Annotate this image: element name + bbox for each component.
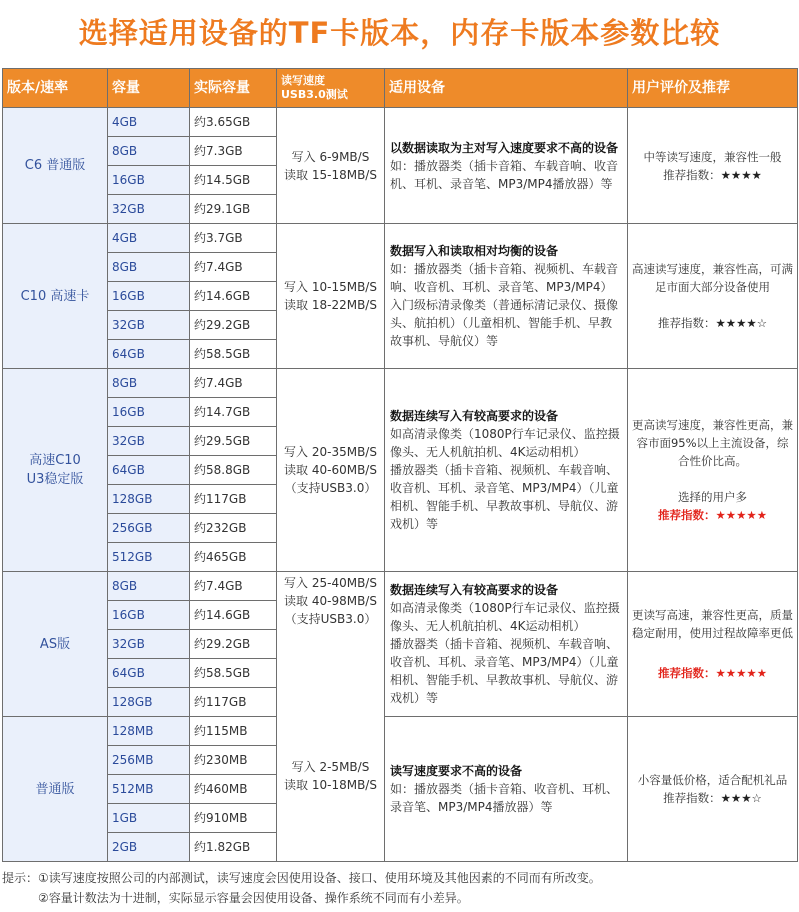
capacity-cell: 8GB bbox=[108, 137, 190, 166]
actual-capacity-cell: 约58.5GB bbox=[190, 659, 277, 688]
capacity-cell: 128GB bbox=[108, 485, 190, 514]
devices-body-extra: 入门级标清录像类（普通标清记录仪、摄像头、航拍机）（儿童相机、智能手机、早教故事机、导航仪）等 bbox=[390, 298, 619, 348]
header-speed bbox=[277, 69, 385, 108]
product-name-c10-u3 bbox=[3, 369, 108, 572]
capacity-cell: 256GB bbox=[108, 514, 190, 543]
review-cell-u3 bbox=[628, 369, 798, 572]
actual-capacity-cell: 约3.7GB bbox=[190, 224, 277, 253]
capacity-cell: 32GB bbox=[108, 195, 190, 224]
actual-capacity-cell: 约14.6GB bbox=[190, 601, 277, 630]
capacity-cell: 128GB bbox=[108, 688, 190, 717]
capacity-cell: 64GB bbox=[108, 659, 190, 688]
speed-cell-as-normal bbox=[277, 572, 385, 862]
header-version: 版本/速率 bbox=[3, 69, 108, 108]
capacity-cell: 32GB bbox=[108, 311, 190, 340]
actual-capacity-cell: 约7.4GB bbox=[190, 253, 277, 282]
write-speed: 写入 2-5MB/S bbox=[291, 760, 370, 774]
rating-stars: ★★★★★ bbox=[715, 508, 768, 522]
rating-stars: ★★★★ bbox=[720, 167, 762, 182]
review-cell-normal bbox=[628, 717, 798, 862]
tip-line-1 bbox=[2, 868, 797, 888]
capacity-cell: 8GB bbox=[108, 253, 190, 282]
table-row bbox=[3, 572, 798, 601]
actual-capacity-cell: 约117GB bbox=[190, 688, 277, 717]
review-cell-c6 bbox=[628, 108, 798, 224]
recommendation bbox=[632, 506, 793, 524]
write-speed: 写入 6-9MB/S bbox=[291, 149, 370, 164]
speed-cell-c10 bbox=[277, 224, 385, 369]
capacity-cell: 128MB bbox=[108, 717, 190, 746]
product-name-c6: C6 普通版 bbox=[3, 108, 108, 224]
rec-label: 推荐指数： bbox=[663, 167, 721, 182]
devices-body-extra: 播放器类（插卡音箱、视频机、车载音响、收音机、耳机、录音笔、MP3/MP4）（儿童相机、智能手机、早教故事机、导航仪、游戏机）等 bbox=[390, 637, 619, 705]
recommendation bbox=[632, 166, 793, 184]
write-speed: 写入 25-40MB/S bbox=[284, 576, 377, 590]
header-speed-line1: 读写速度 bbox=[281, 74, 325, 87]
write-speed: 写入 10-15MB/S bbox=[284, 280, 377, 294]
actual-capacity-cell: 约29.1GB bbox=[190, 195, 277, 224]
review-text: 中等读写速度，兼容性一般 bbox=[643, 149, 782, 164]
header-review: 用户评价及推荐 bbox=[628, 69, 798, 108]
review-text: 高速读写速度，兼容性高，可满足市面大部分设备使用 bbox=[632, 262, 793, 294]
table-row bbox=[3, 717, 798, 746]
actual-capacity-cell: 约58.5GB bbox=[190, 340, 277, 369]
actual-capacity-cell: 约232GB bbox=[190, 514, 277, 543]
capacity-cell: 64GB bbox=[108, 340, 190, 369]
rating-stars: ★★★☆ bbox=[720, 791, 762, 805]
actual-capacity-cell: 约117GB bbox=[190, 485, 277, 514]
capacity-cell: 2GB bbox=[108, 833, 190, 862]
devices-cell-normal bbox=[385, 717, 628, 862]
recommendation bbox=[632, 664, 793, 682]
review-cell-as bbox=[628, 572, 798, 717]
actual-capacity-cell: 约58.8GB bbox=[190, 456, 277, 485]
table-row bbox=[3, 108, 798, 137]
actual-capacity-cell: 约1.82GB bbox=[190, 833, 277, 862]
devices-cell-u3 bbox=[385, 369, 628, 572]
header-devices: 适用设备 bbox=[385, 69, 628, 108]
devices-body: 如：播放器类（插卡音箱、车载音响、收音机、耳机、录音笔、MP3/MP4播放器）等 bbox=[390, 158, 619, 191]
actual-capacity-cell: 约7.4GB bbox=[190, 369, 277, 398]
actual-capacity-cell: 约14.7GB bbox=[190, 398, 277, 427]
tip-text-1: ①读写速度按照公司的内部测试，读写速度会因使用设备、接口、使用环境及其他因素的不同而有所改变。 bbox=[38, 871, 601, 885]
product-name-line2: U3稳定版 bbox=[26, 472, 84, 487]
actual-capacity-cell: 约230MB bbox=[190, 746, 277, 775]
actual-capacity-cell: 约29.5GB bbox=[190, 427, 277, 456]
capacity-cell: 512MB bbox=[108, 775, 190, 804]
review-cell-c10 bbox=[628, 224, 798, 369]
speed-cell-u3 bbox=[277, 369, 385, 572]
actual-capacity-cell: 约29.2GB bbox=[190, 630, 277, 659]
actual-capacity-cell: 约115MB bbox=[190, 717, 277, 746]
devices-heading: 数据写入和读取相对均衡的设备 bbox=[390, 244, 559, 258]
actual-capacity-cell: 约7.4GB bbox=[190, 572, 277, 601]
read-speed: 读取 18-22MB/S bbox=[284, 298, 377, 312]
tip-line-2: ②容量计数法为十进制，实际显示容量会因使用设备、操作系统不同而有小差异。 bbox=[38, 891, 469, 905]
capacity-cell: 256MB bbox=[108, 746, 190, 775]
actual-capacity-cell: 约14.6GB bbox=[190, 282, 277, 311]
read-speed: 读取 15-18MB/S bbox=[284, 167, 377, 182]
write-speed: 写入 20-35MB/S bbox=[284, 445, 377, 459]
devices-cell-c6 bbox=[385, 108, 628, 224]
actual-capacity-cell: 约460MB bbox=[190, 775, 277, 804]
capacity-cell: 16GB bbox=[108, 601, 190, 630]
table-row bbox=[3, 224, 798, 253]
devices-heading: 以数据读取为主对写入速度要求不高的设备 bbox=[390, 140, 619, 155]
capacity-cell: 64GB bbox=[108, 456, 190, 485]
page-title: 选择适用设备的TF卡版本，内存卡版本参数比较 bbox=[78, 16, 721, 50]
recommendation bbox=[632, 789, 793, 807]
actual-capacity-cell: 约910MB bbox=[190, 804, 277, 833]
read-speed: 读取 40-60MB/S bbox=[284, 463, 377, 477]
header-actual-capacity: 实际容量 bbox=[190, 69, 277, 108]
speed-cell-c6 bbox=[277, 108, 385, 224]
devices-body: 如高清录像类（1080P行车记录仪、监控摄像头、无人机航拍机、4K运动相机） bbox=[390, 427, 620, 459]
rec-label: 推荐指数： bbox=[657, 666, 716, 680]
capacity-cell: 32GB bbox=[108, 427, 190, 456]
devices-cell-c10 bbox=[385, 224, 628, 369]
product-name-c10: C10 高速卡 bbox=[3, 224, 108, 369]
table-row bbox=[3, 369, 798, 398]
tips-note bbox=[2, 868, 797, 908]
table-header-row bbox=[3, 69, 798, 108]
tips-label: 提示： bbox=[2, 871, 39, 885]
devices-heading: 数据连续写入有较高要求的设备 bbox=[390, 583, 559, 597]
rec-label: 推荐指数： bbox=[657, 508, 716, 522]
rating-stars: ★★★★★ bbox=[715, 666, 768, 680]
product-name-line1: 高速C10 bbox=[29, 453, 81, 468]
product-name-normal: 普通版 bbox=[3, 717, 108, 862]
capacity-cell: 4GB bbox=[108, 108, 190, 137]
capacity-cell: 8GB bbox=[108, 572, 190, 601]
capacity-cell: 4GB bbox=[108, 224, 190, 253]
header-capacity: 容量 bbox=[108, 69, 190, 108]
rec-label: 推荐指数： bbox=[663, 791, 721, 805]
capacity-cell: 512GB bbox=[108, 543, 190, 572]
capacity-cell: 32GB bbox=[108, 630, 190, 659]
actual-capacity-cell: 约7.3GB bbox=[190, 137, 277, 166]
capacity-cell: 1GB bbox=[108, 804, 190, 833]
capacity-cell: 16GB bbox=[108, 398, 190, 427]
devices-body: 如高清录像类（1080P行车记录仪、监控摄像头、无人机航拍机、4K运动相机） bbox=[390, 601, 620, 633]
capacity-cell: 16GB bbox=[108, 166, 190, 195]
read-speed: 读取 40-98MB/S bbox=[284, 594, 377, 608]
devices-heading: 读写速度要求不高的设备 bbox=[390, 764, 523, 778]
review-text: 更高读写速度，兼容性更高，兼容市面95%以上主流设备，综合性价比高。 bbox=[632, 418, 793, 468]
rating-stars: ★★★★☆ bbox=[715, 316, 768, 330]
actual-capacity-cell: 约14.5GB bbox=[190, 166, 277, 195]
read-speed: 读取 10-18MB/S bbox=[284, 778, 377, 792]
capacity-cell: 8GB bbox=[108, 369, 190, 398]
devices-heading: 数据连续写入有较高要求的设备 bbox=[390, 409, 559, 423]
actual-capacity-cell: 约3.65GB bbox=[190, 108, 277, 137]
recommendation bbox=[632, 314, 793, 332]
devices-body: 如：播放器类（插卡音箱、视频机、车载音响、收音机、耳机、录音笔、MP3/MP4） bbox=[390, 262, 619, 294]
actual-capacity-cell: 约465GB bbox=[190, 543, 277, 572]
usb-support-note: （支持USB3.0） bbox=[284, 481, 377, 495]
capacity-cell: 16GB bbox=[108, 282, 190, 311]
review-text: 小容量低价格，适合配机礼品 bbox=[637, 773, 788, 787]
header-speed-line2: USB3.0测试 bbox=[281, 88, 348, 101]
devices-body-extra: 播放器类（插卡音箱、视频机、车载音响、收音机、耳机、录音笔、MP3/MP4）（儿童相机、智能手机、早教故事机、导航仪、游戏机）等 bbox=[390, 463, 619, 531]
usb-support-note: （支持USB3.0） bbox=[284, 612, 377, 626]
product-name-as: AS版 bbox=[3, 572, 108, 717]
popular-note: 选择的用户多 bbox=[678, 490, 747, 504]
comparison-table bbox=[2, 68, 798, 862]
devices-body: 如：播放器类（插卡音箱、收音机、耳机、录音笔、MP3/MP4播放器）等 bbox=[390, 782, 619, 814]
review-text: 更读写高速，兼容性更高，质量稳定耐用，使用过程故障率更低 bbox=[632, 608, 793, 640]
devices-cell-as bbox=[385, 572, 628, 717]
actual-capacity-cell: 约29.2GB bbox=[190, 311, 277, 340]
rec-label: 推荐指数： bbox=[657, 316, 716, 330]
